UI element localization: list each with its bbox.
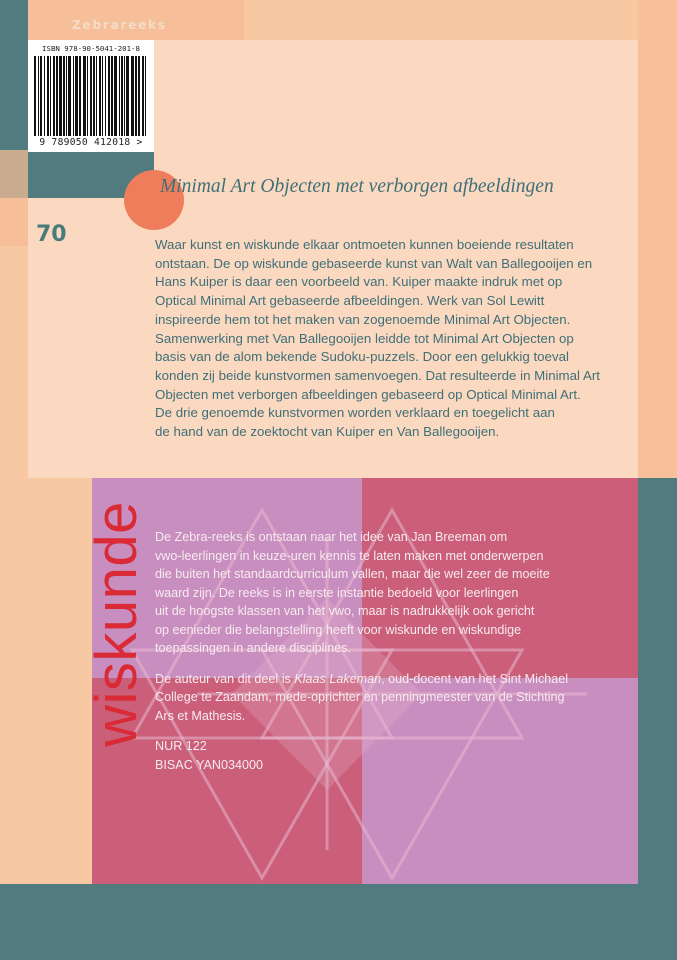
series-info-line: De Zebra-reeks is ontstaan naar het idee van Jan Breeman om bbox=[155, 530, 508, 544]
barcode-bar bbox=[93, 56, 95, 136]
description-line: basis van de alom bekende Sudoku-puzzels. Door een gelukkig toeval bbox=[155, 349, 569, 365]
barcode-bar bbox=[114, 56, 117, 136]
series-info-line: vwo-leerlingen in keuze-uren kennis te laten maken met onderwerpen bbox=[155, 548, 544, 563]
series-info-line: op eenieder die belangstelling heeft voor wiskunde en wiskundige bbox=[155, 622, 522, 637]
peach-left-mid-strip bbox=[0, 198, 28, 246]
description-line: Hans Kuiper is daar een voorbeeld van. Kuiper maakte indruk met op bbox=[155, 274, 563, 290]
barcode-bar bbox=[102, 56, 103, 136]
description-line: konden zij beide kunstvormen samenvoegen. Dat resulteerde in Minimal Art bbox=[155, 367, 600, 383]
barcode-bar bbox=[47, 56, 49, 136]
barcode-bar bbox=[53, 56, 55, 136]
description-line: inspireerde hem tot het maken van zogenoemde Minimal Art Objecten. bbox=[155, 311, 571, 327]
description-line: Samenwerking met Van Ballegooijen leidde tot Minimal Art Objecten op bbox=[155, 330, 574, 346]
barcode-bar bbox=[119, 56, 120, 136]
barcode-bars bbox=[34, 56, 148, 136]
barcode-bar bbox=[34, 56, 36, 136]
peach-right-strip bbox=[638, 0, 677, 478]
barcode-bar bbox=[56, 56, 58, 136]
nur-code: NUR 122 bbox=[155, 739, 207, 753]
book-title: Minimal Art Objecten met verborgen afbeeldingen bbox=[160, 176, 554, 197]
barcode-bar bbox=[68, 56, 71, 136]
author-rest-line1: , oud-docent van het Sint Michael bbox=[381, 671, 569, 686]
series-info-line: waard zijn. De reeks is in eerste instantie bedoeld voor leerlingen bbox=[155, 585, 519, 600]
description-line: Objecten met verborgen afbeeldingen gebaseerd op Optical Minimal Art. bbox=[155, 386, 581, 402]
author-paragraph bbox=[155, 670, 635, 726]
barcode-bar bbox=[59, 56, 62, 136]
barcode-bar bbox=[83, 56, 86, 136]
barcode-bar bbox=[63, 56, 65, 136]
barcode-bar bbox=[131, 56, 134, 136]
barcode-bar bbox=[99, 56, 101, 136]
barcode-bar bbox=[50, 56, 51, 136]
series-info bbox=[155, 528, 635, 774]
barcode-bar bbox=[40, 56, 42, 136]
bisac-code: BISAC YAN034000 bbox=[155, 757, 264, 772]
barcode-bar bbox=[38, 56, 39, 136]
barcode-bar bbox=[87, 56, 88, 136]
isbn-label: ISBN 978-90-5041-201-8 bbox=[42, 44, 140, 53]
description-line: Waar kunst en wiskunde elkaar ontmoeten kunnen boeiende resultaten bbox=[155, 237, 574, 252]
teal-right-strip bbox=[638, 478, 677, 960]
series-paragraph bbox=[155, 528, 635, 658]
barcode-bar bbox=[121, 56, 123, 136]
series-info-line: toepassingen in andere disciplines. bbox=[155, 641, 352, 655]
isbn-digits: 9 789050 412018 > bbox=[39, 137, 143, 148]
barcode-bar bbox=[145, 56, 146, 136]
series-label: Zebrareeks bbox=[72, 18, 167, 32]
description-line: De drie genoemde kunstvormen worden verklaard en toegelicht aan bbox=[155, 405, 555, 421]
author-prefix: De auteur van dit deel is bbox=[155, 671, 295, 686]
series-info-line: uit de hoogste klassen van het vwo, maar is nadrukkelijk ook gericht bbox=[155, 604, 535, 618]
barcode-bar bbox=[44, 56, 45, 136]
barcode-bar bbox=[135, 56, 137, 136]
author-line3: Ars et Mathesis. bbox=[155, 708, 246, 723]
barcode-bar bbox=[75, 56, 78, 136]
description bbox=[155, 236, 630, 442]
description-line: Optical Minimal Art gebaseerde afbeeldingen. Werk van Sol Lewitt bbox=[155, 293, 545, 309]
barcode-bar bbox=[108, 56, 110, 136]
barcode-bar bbox=[126, 56, 129, 136]
volume-number: 70 bbox=[36, 222, 67, 247]
description-line: ontstaan. De op wiskunde gebaseerde kunst van Walt van Ballegooijen en bbox=[155, 255, 593, 271]
barcode-bar bbox=[79, 56, 81, 136]
barcode bbox=[28, 40, 154, 152]
subject-vertical-text: wiskunde bbox=[84, 501, 149, 747]
teal-bottom-band bbox=[0, 884, 677, 960]
barcode-bar bbox=[138, 56, 140, 136]
author-name: Klaas Lakeman bbox=[294, 671, 382, 686]
barcode-bar bbox=[90, 56, 92, 136]
barcode-bar bbox=[111, 56, 113, 136]
barcode-bar bbox=[96, 56, 97, 136]
peach-tan-square bbox=[0, 150, 28, 198]
barcode-bar bbox=[142, 56, 144, 136]
description-line: de hand van de zoektocht van Kuiper en Van Ballegooijen. bbox=[155, 424, 500, 440]
series-info-line: die buiten het standaardcurriculum vallen, maar die wel zeer de moeite bbox=[155, 567, 550, 581]
barcode-bar bbox=[105, 56, 106, 136]
barcode-bar bbox=[124, 56, 125, 136]
barcode-bar bbox=[66, 56, 67, 136]
author-line2: College te Zaandam, mede-oprichter en penningmeester van de Stichting bbox=[155, 690, 565, 704]
barcode-bar bbox=[73, 56, 74, 136]
